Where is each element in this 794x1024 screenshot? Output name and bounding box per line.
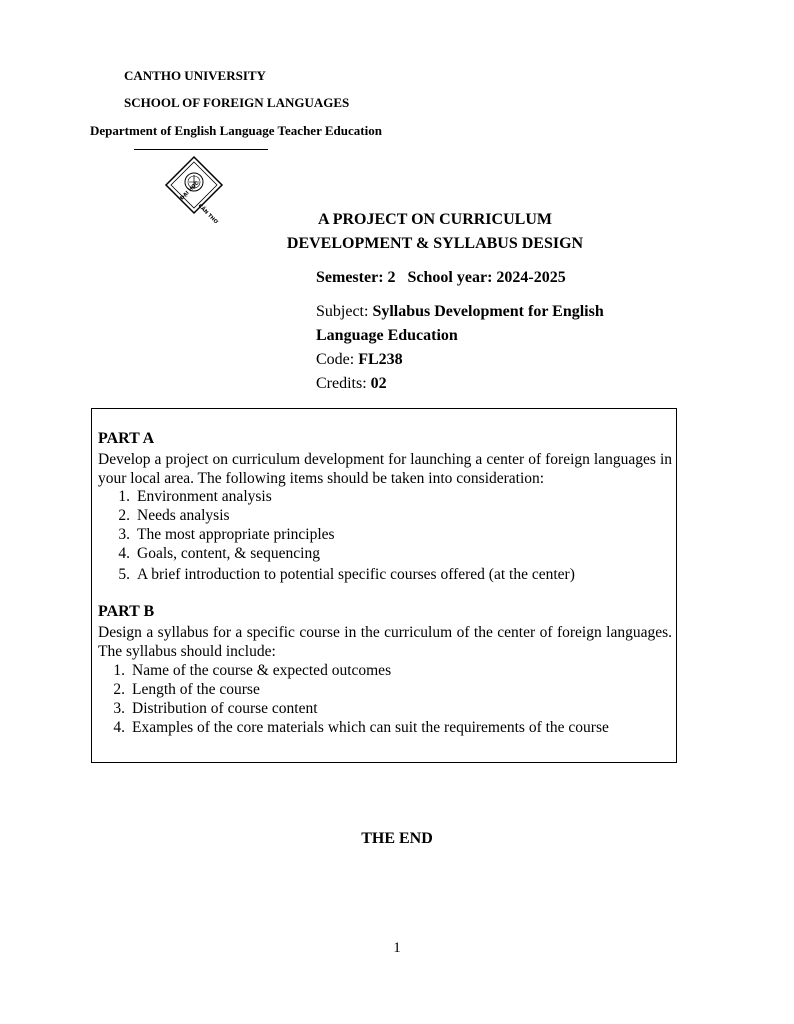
credits-line [316, 375, 387, 393]
document-title-line2: DEVELOPMENT & SYLLABUS DESIGN [286, 235, 584, 252]
list-item-text: The most appropriate principles [137, 526, 335, 543]
university-seal-icon [165, 156, 223, 226]
list-item: 4. Examples of the core materials which can suit the requirements of the course [113, 719, 609, 736]
department-name: Department of English Language Teacher Education [90, 123, 382, 138]
page-number: 1 [393, 940, 401, 956]
list-item: 5. A brief introduction to potential specific courses offered (at the center) [118, 566, 575, 583]
code-value: FL238 [358, 351, 403, 368]
list-item: 3. The most appropriate principles [118, 526, 335, 543]
list-item-text: A brief introduction to potential specific courses offered (at the center) [137, 566, 575, 583]
part-a-heading: PART A [98, 430, 155, 447]
code-line [316, 351, 403, 369]
header-divider [134, 149, 268, 150]
list-item: 2. Length of the course [113, 681, 260, 698]
seal-text-left: ĐẠI HỌC [179, 180, 201, 202]
credits-label: Credits: [316, 375, 371, 392]
list-item-text: Name of the course & expected outcomes [132, 662, 392, 679]
list-item-text: Examples of the core materials which can suit the requirements of the course [132, 719, 609, 736]
subject-line [316, 303, 604, 321]
subject-label: Subject: [316, 303, 373, 320]
assignment-box [91, 408, 677, 763]
university-name: CANTHO UNIVERSITY [124, 68, 266, 83]
school-name: SCHOOL OF FOREIGN LANGUAGES [124, 95, 350, 110]
list-item: 2. Needs analysis [118, 507, 230, 524]
part-a-intro: Develop a project on curriculum development for launching a center of foreign languages in your local area. The following items should be taken into consideration: [98, 451, 672, 487]
list-item: 1. Environment analysis [118, 488, 272, 505]
list-item: 1. Name of the course & expected outcomes [113, 662, 392, 679]
part-b-heading: PART B [98, 603, 155, 620]
document-title-line1: A PROJECT ON CURRICULUM [318, 211, 552, 228]
list-item-text: Environment analysis [137, 488, 272, 505]
list-item: 3. Distribution of course content [113, 700, 318, 717]
credits-value: 02 [370, 375, 387, 392]
list-item-text: Distribution of course content [132, 700, 318, 717]
subject-value: Syllabus Development for English [372, 303, 604, 320]
seal-text-right: CẦN THƠ [196, 203, 219, 226]
list-item: 4. Goals, content, & sequencing [118, 545, 320, 562]
code-label: Code: [316, 351, 359, 368]
part-b-intro: Design a syllabus for a specific course in the curriculum of the center of foreign languages. The syllabus should include: [98, 624, 672, 660]
semester-info: Semester: 2 School year: 2024-2025 [316, 269, 566, 286]
list-item-text: Needs analysis [137, 507, 230, 524]
subject-value-continued: Language Education [316, 327, 458, 344]
list-item-text: Length of the course [132, 681, 260, 698]
list-item-text: Goals, content, & sequencing [137, 545, 320, 562]
end-label: THE END [361, 830, 433, 847]
